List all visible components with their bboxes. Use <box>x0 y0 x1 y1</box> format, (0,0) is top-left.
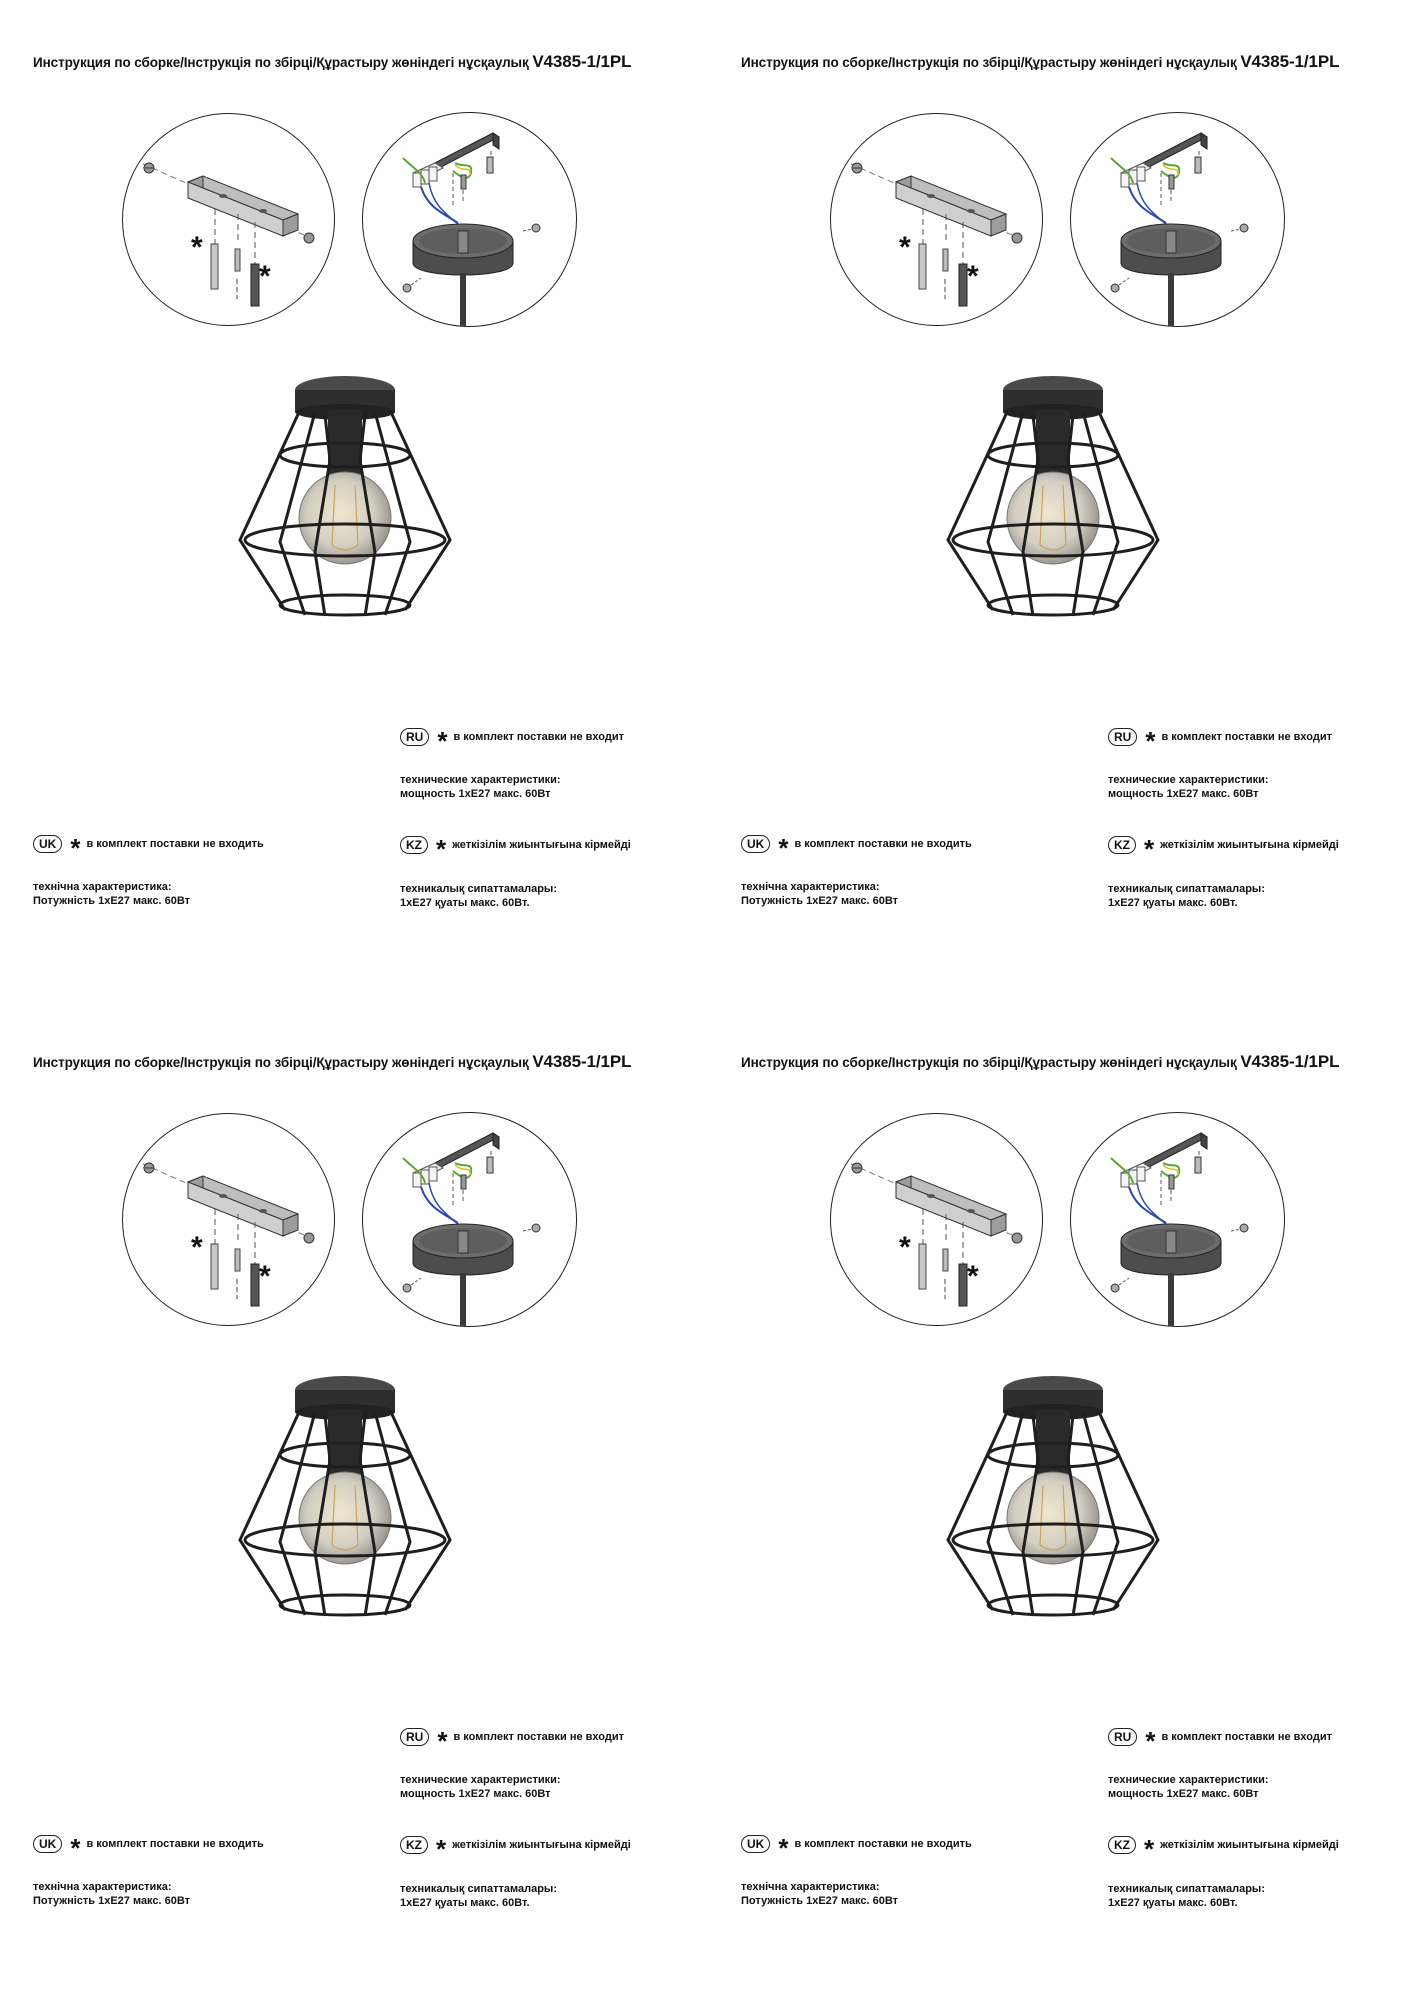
kz-spec-value: 1хЕ27 қуаты макс. 60Вт. <box>1108 897 1238 909</box>
screw-icon <box>144 163 154 173</box>
screw-icon <box>1111 278 1129 292</box>
uk-not-included <box>33 1833 264 1863</box>
terminal-block-icon <box>413 1163 443 1187</box>
kz-specs <box>400 1882 557 1910</box>
kz-not-included <box>1108 834 1339 864</box>
not-included-star: * <box>967 1260 979 1293</box>
ru-not-included <box>1108 1726 1332 1756</box>
ru-specs <box>400 773 561 801</box>
wiring-diagram <box>1070 1112 1285 1327</box>
kz-spec-value: 1хЕ27 қуаты макс. 60Вт. <box>400 1897 530 1909</box>
kz-spec-title: техникалық сипаттамалары: <box>1108 1883 1265 1895</box>
ru-badge: RU <box>400 1728 429 1746</box>
screw-icon <box>1012 233 1022 243</box>
kz-badge: KZ <box>400 1836 428 1854</box>
screw-icon <box>852 163 862 173</box>
screw-icon <box>144 1163 154 1173</box>
mounting-bracket-icon <box>188 1176 298 1236</box>
ru-spec-title: технические характеристики: <box>400 774 561 786</box>
page-title <box>741 1052 1339 1072</box>
model-number: V4385-1/1PL <box>1240 1052 1340 1071</box>
not-included-star: * <box>191 1231 203 1264</box>
uk-spec-value: Потужність 1хЕ27 макс. 60Вт <box>33 895 191 907</box>
model-number: V4385-1/1PL <box>532 1052 632 1071</box>
uk-specs <box>741 1880 898 1908</box>
terminal-block-icon <box>1121 1163 1151 1187</box>
ru-spec-title: технические характеристики: <box>400 1774 561 1786</box>
instruction-panel <box>708 0 1415 1000</box>
kz-spec-title: техникалық сипаттамалары: <box>400 1883 557 1895</box>
kz-note: жеткізілім жиынтығына кірмейді <box>1160 1839 1339 1851</box>
ru-spec-value: мощность 1хЕ27 макс. 60Вт <box>400 788 551 800</box>
kz-badge: KZ <box>400 836 428 854</box>
screw-icon <box>1012 1233 1022 1243</box>
wiring-diagram <box>362 1112 577 1327</box>
ru-badge: RU <box>400 728 429 746</box>
not-included-star: * <box>967 260 979 293</box>
terminal-block-icon <box>1121 163 1151 187</box>
uk-badge: UK <box>33 1835 62 1853</box>
lamp-illustration <box>220 1370 470 1650</box>
title-text: Инструкция по сборке/Інструкція по збірці/Құрастыру жөніндегі нұсқаулық <box>741 55 1237 70</box>
ru-specs <box>1108 773 1269 801</box>
kz-note: жеткізілім жиынтығына кірмейді <box>1160 839 1339 851</box>
asterisk-icon: * <box>437 1726 448 1756</box>
instruction-panel <box>0 1000 707 2000</box>
ru-badge: RU <box>1108 1728 1137 1746</box>
uk-specs <box>741 880 898 908</box>
asterisk-icon: * <box>1145 726 1156 756</box>
screw-icon <box>1111 1278 1129 1292</box>
screw-icon <box>403 278 421 292</box>
uk-not-included <box>741 833 972 863</box>
kz-specs <box>1108 1882 1265 1910</box>
wiring-diagram <box>1070 112 1285 327</box>
model-number: V4385-1/1PL <box>532 52 632 71</box>
kz-note: жеткізілім жиынтығына кірмейді <box>452 839 631 851</box>
ru-not-included <box>400 1726 624 1756</box>
screw-icon <box>523 1224 540 1232</box>
mounting-bracket-icon <box>896 176 1006 236</box>
screw-icon <box>304 233 314 243</box>
kz-not-included <box>400 834 631 864</box>
not-included-star: * <box>191 231 203 264</box>
asterisk-icon: * <box>70 833 81 863</box>
ru-spec-value: мощность 1хЕ27 макс. 60Вт <box>1108 1788 1259 1800</box>
mounting-bracket-icon <box>896 1176 1006 1236</box>
page-title <box>33 52 631 72</box>
asterisk-icon: * <box>436 1834 447 1864</box>
uk-not-included <box>741 1833 972 1863</box>
ru-not-included <box>400 726 624 756</box>
not-included-star: * <box>259 1260 271 1293</box>
uk-note: в комплект поставки не входить <box>794 1838 972 1850</box>
uk-spec-title: технічна характеристика: <box>741 1881 880 1893</box>
screw-icon <box>1231 224 1248 232</box>
ru-note: в комплект поставки не входит <box>1161 731 1332 743</box>
uk-spec-value: Потужність 1хЕ27 макс. 60Вт <box>741 1895 899 1907</box>
uk-note: в комплект поставки не входить <box>794 838 972 850</box>
ru-spec-value: мощность 1хЕ27 макс. 60Вт <box>400 1788 551 1800</box>
lamp-illustration <box>928 370 1178 650</box>
asterisk-icon: * <box>778 1833 789 1863</box>
ru-not-included <box>1108 726 1332 756</box>
uk-spec-title: технічна характеристика: <box>741 881 880 893</box>
ceiling-canopy-icon <box>413 224 513 326</box>
page-title <box>741 52 1339 72</box>
screw-icon <box>852 1163 862 1173</box>
screw-icon <box>403 1278 421 1292</box>
uk-note: в комплект поставки не входить <box>86 1838 264 1850</box>
asterisk-icon: * <box>1145 1726 1156 1756</box>
kz-not-included <box>400 1834 631 1864</box>
wiring-diagram <box>362 112 577 327</box>
asterisk-icon: * <box>436 834 447 864</box>
uk-note: в комплект поставки не входить <box>86 838 264 850</box>
kz-spec-value: 1хЕ27 қуаты макс. 60Вт. <box>1108 1897 1238 1909</box>
title-text: Инструкция по сборке/Інструкція по збірці/Құрастыру жөніндегі нұсқаулық <box>33 1055 529 1070</box>
lamp-illustration <box>928 1370 1178 1650</box>
ru-spec-title: технические характеристики: <box>1108 774 1269 786</box>
bracket-diagram <box>830 113 1043 326</box>
uk-spec-title: технічна характеристика: <box>33 1881 172 1893</box>
uk-spec-title: технічна характеристика: <box>33 881 172 893</box>
lamp-illustration <box>220 370 470 650</box>
page-title <box>33 1052 631 1072</box>
kz-specs <box>400 882 557 910</box>
mounting-bracket-icon <box>188 176 298 236</box>
ru-note: в комплект поставки не входит <box>453 1731 624 1743</box>
uk-spec-value: Потужність 1хЕ27 макс. 60Вт <box>33 1895 191 1907</box>
ru-specs <box>400 1773 561 1801</box>
kz-spec-title: техникалық сипаттамалары: <box>400 883 557 895</box>
kz-badge: KZ <box>1108 836 1136 854</box>
ru-spec-value: мощность 1хЕ27 макс. 60Вт <box>1108 788 1259 800</box>
uk-specs <box>33 1880 190 1908</box>
title-text: Инструкция по сборке/Інструкція по збірці/Құрастыру жөніндегі нұсқаулық <box>33 55 529 70</box>
ru-badge: RU <box>1108 728 1137 746</box>
uk-badge: UK <box>33 835 62 853</box>
not-included-star: * <box>899 231 911 264</box>
kz-specs <box>1108 882 1265 910</box>
not-included-star: * <box>899 1231 911 1264</box>
uk-badge: UK <box>741 1835 770 1853</box>
bracket-diagram <box>122 1113 335 1326</box>
ceiling-canopy-icon <box>1121 1224 1221 1326</box>
ru-note: в комплект поставки не входит <box>453 731 624 743</box>
asterisk-icon: * <box>778 833 789 863</box>
screw-icon <box>1231 1224 1248 1232</box>
not-included-star: * <box>259 260 271 293</box>
asterisk-icon: * <box>1144 834 1155 864</box>
bracket-diagram <box>122 113 335 326</box>
uk-badge: UK <box>741 835 770 853</box>
bracket-diagram <box>830 1113 1043 1326</box>
screw-icon <box>304 1233 314 1243</box>
model-number: V4385-1/1PL <box>1240 52 1340 71</box>
instruction-panel <box>0 0 707 1000</box>
kz-spec-value: 1хЕ27 қуаты макс. 60Вт. <box>400 897 530 909</box>
asterisk-icon: * <box>437 726 448 756</box>
ru-specs <box>1108 1773 1269 1801</box>
asterisk-icon: * <box>1144 1834 1155 1864</box>
terminal-block-icon <box>413 163 443 187</box>
kz-note: жеткізілім жиынтығына кірмейді <box>452 1839 631 1851</box>
asterisk-icon: * <box>70 1833 81 1863</box>
screw-icon <box>523 224 540 232</box>
kz-spec-title: техникалық сипаттамалары: <box>1108 883 1265 895</box>
kz-badge: KZ <box>1108 1836 1136 1854</box>
ceiling-canopy-icon <box>1121 224 1221 326</box>
uk-specs <box>33 880 190 908</box>
uk-spec-value: Потужність 1хЕ27 макс. 60Вт <box>741 895 899 907</box>
uk-not-included <box>33 833 264 863</box>
kz-not-included <box>1108 1834 1339 1864</box>
ru-spec-title: технические характеристики: <box>1108 1774 1269 1786</box>
ru-note: в комплект поставки не входит <box>1161 1731 1332 1743</box>
title-text: Инструкция по сборке/Інструкція по збірці/Құрастыру жөніндегі нұсқаулық <box>741 1055 1237 1070</box>
instruction-panel <box>708 1000 1415 2000</box>
ceiling-canopy-icon <box>413 1224 513 1326</box>
